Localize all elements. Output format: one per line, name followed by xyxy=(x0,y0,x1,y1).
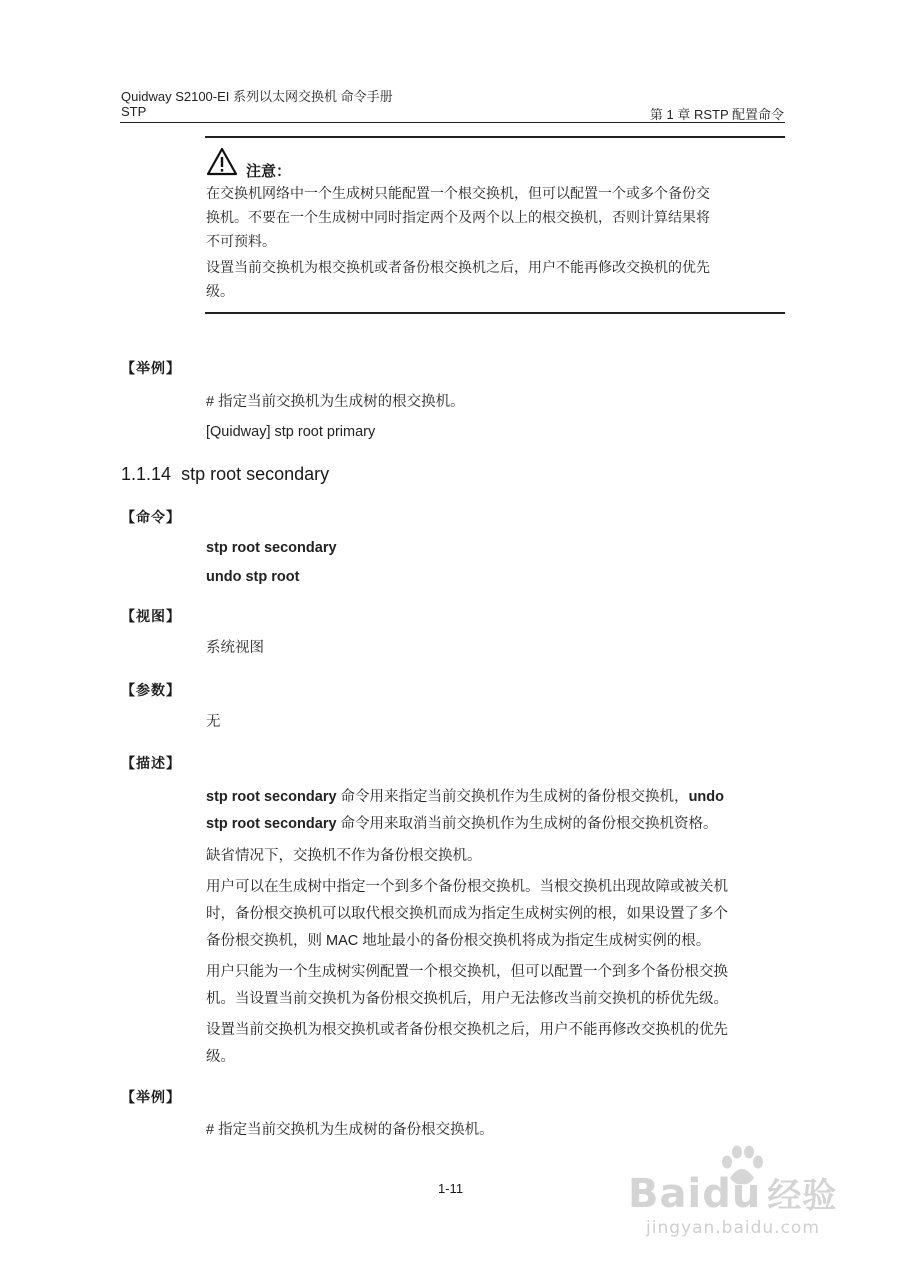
inline-command: stp root secondary xyxy=(206,789,337,805)
header-manual-title: Quidway S2100-EI 系列以太网交换机 命令手册 xyxy=(121,89,393,104)
header-divider xyxy=(120,122,785,123)
note-bottom-rule xyxy=(205,312,785,314)
command-line: stp root secondary xyxy=(206,540,337,556)
watermark-logo-cn: 经验 xyxy=(767,1176,838,1216)
description-para-line: 设置当前交换机为根交换机或者备份根交换机之后，用户不能再修改交换机的优先 xyxy=(206,1022,728,1038)
warning-triangle-icon xyxy=(206,147,238,177)
example-label: 【举例】 xyxy=(121,360,181,376)
page-number: 1-11 xyxy=(438,1181,464,1196)
note-line: 换机。不要在一个生成树中同时指定两个及两个以上的根交换机，否则计算结果将 xyxy=(206,210,710,226)
description-para-line: 用户只能为一个生成树实例配置一个根交换机，但可以配置一个到多个备份根交换 xyxy=(206,964,728,980)
inline-text: 命令用来取消当前交换机作为生成树的备份根交换机资格。 xyxy=(336,816,718,832)
inline-command: stp root secondary xyxy=(206,816,337,832)
description-para-line: 时，备份根交换机可以取代根交换机而成为指定生成树实例的根，如果设置了多个 xyxy=(206,906,728,922)
description-para-line xyxy=(206,811,718,839)
description-para: 缺省情况下，交换机不作为备份根交换机。 xyxy=(206,848,482,864)
example-label: 【举例】 xyxy=(121,1089,181,1105)
note-line: 在交换机网络中一个生成树只能配置一个根交换机，但可以配置一个或多个备份交 xyxy=(206,186,710,202)
watermark-logo-text: Bai xyxy=(628,1171,703,1217)
header-chapter-short: STP xyxy=(121,104,147,119)
inline-text: 命令用来指定当前交换机作为生成树的备份根交换机， xyxy=(336,789,689,805)
note-top-rule xyxy=(205,136,785,138)
description-para-line: 机。当设置当前交换机为备份根交换机后，用户无法修改当前交换机的桥优先级。 xyxy=(206,991,728,1007)
param-value: 无 xyxy=(206,714,221,730)
description-para-line: 用户可以在生成树中指定一个到多个备份根交换机。当根交换机出现故障或被关机 xyxy=(206,879,728,895)
command-label: 【命令】 xyxy=(121,509,181,525)
example-comment: # 指定当前交换机为生成树的根交换机。 xyxy=(206,394,465,410)
note-line: 设置当前交换机为根交换机或者备份根交换机之后，用户不能再修改交换机的优先 xyxy=(206,260,710,276)
note-line: 级。 xyxy=(206,284,234,300)
param-label: 【参数】 xyxy=(121,682,181,698)
header-chapter-title: 第 1 章 RSTP 配置命令 xyxy=(649,107,784,122)
section-title: stp root secondary xyxy=(181,464,330,484)
command-line: undo stp root xyxy=(206,569,300,585)
example-command: [Quidway] stp root primary xyxy=(206,424,376,440)
section-heading xyxy=(121,464,329,485)
description-para-line: 级。 xyxy=(206,1049,235,1065)
description-para-line xyxy=(206,784,724,812)
view-label: 【视图】 xyxy=(121,608,181,624)
inline-command: undo xyxy=(688,789,724,805)
example-comment: # 指定当前交换机为生成树的备份根交换机。 xyxy=(206,1122,494,1138)
section-number: 1.1.14 xyxy=(121,464,172,484)
watermark-logo-text: du xyxy=(702,1171,762,1217)
note-line: 不可预料。 xyxy=(206,234,276,250)
baidu-jingyan-watermark xyxy=(628,1166,898,1244)
watermark-logo xyxy=(628,1168,837,1217)
view-value: 系统视图 xyxy=(206,640,264,656)
description-label: 【描述】 xyxy=(121,755,181,771)
description-para-line: 备份根交换机，则 MAC 地址最小的备份根交换机将成为指定生成树实例的根。 xyxy=(206,933,711,949)
watermark-url: jingyan.baidu.com xyxy=(646,1218,820,1238)
note-title: 注意： xyxy=(246,163,292,180)
